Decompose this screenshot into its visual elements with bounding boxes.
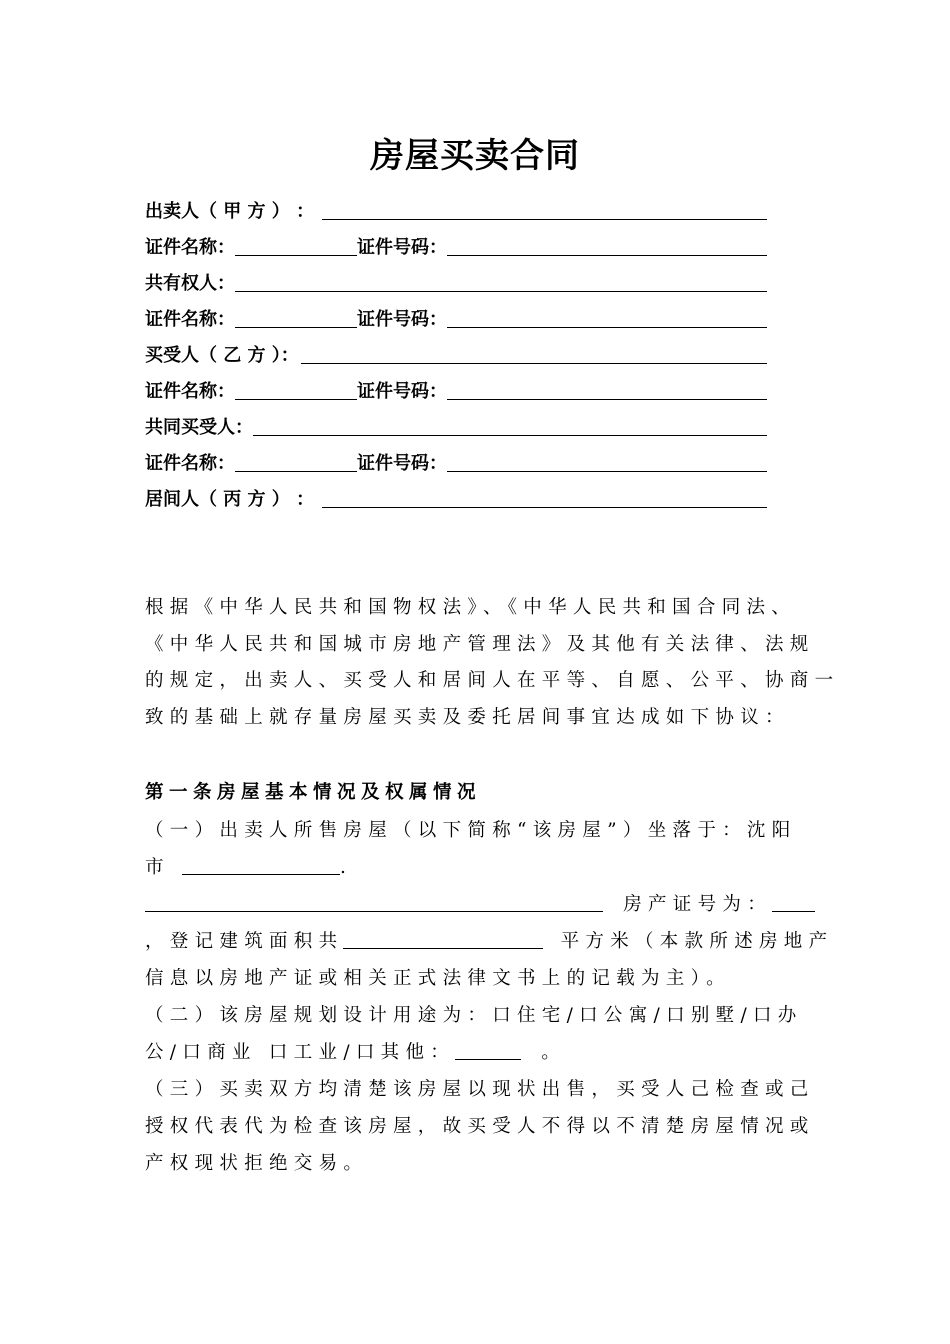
id-number-blank[interactable] bbox=[447, 450, 767, 472]
item-1-city-line bbox=[145, 853, 810, 879]
id-type-label: 证件名称： bbox=[145, 381, 235, 402]
buyer-label: 买受人（ 乙 方 ）： bbox=[145, 345, 299, 366]
seller-field bbox=[145, 197, 767, 223]
item-1-area-line bbox=[145, 927, 834, 953]
item-3-line: （三）买卖双方均清楚该房屋以现状出售，买受人己检查或己 bbox=[145, 1079, 815, 1100]
id-type-blank[interactable] bbox=[235, 234, 357, 256]
id-type-label: 证件名称： bbox=[145, 453, 235, 474]
seller-id-field bbox=[145, 233, 767, 259]
document-title: 房屋买卖合同 bbox=[370, 136, 580, 176]
seller-label: 出卖人（ 甲 方 ） ： bbox=[145, 201, 315, 222]
use-options: 公/口商业 口工业/口其他： bbox=[145, 1042, 456, 1063]
id-type-blank[interactable] bbox=[235, 450, 357, 472]
id-number-label: 证件号码： bbox=[357, 309, 447, 330]
co-owner-field bbox=[145, 269, 767, 295]
item-3-line: 产权现状拒绝交易。 bbox=[145, 1153, 369, 1174]
address-blank[interactable] bbox=[182, 858, 340, 875]
id-type-blank[interactable] bbox=[235, 378, 357, 400]
co-owner-blank[interactable] bbox=[235, 270, 767, 292]
id-type-label: 证件名称： bbox=[145, 237, 235, 258]
id-number-label: 证件号码： bbox=[357, 381, 447, 402]
area-prefix: ，登记建筑面积共 bbox=[145, 931, 344, 952]
item-1-line: 信息以房地产证或相关正式法律文书上的记载为主）。 bbox=[145, 968, 731, 989]
id-type-label: 证件名称： bbox=[145, 309, 235, 330]
co-owner-id-field bbox=[145, 305, 767, 331]
area-blank[interactable] bbox=[343, 932, 543, 949]
buyer-id-field bbox=[145, 377, 767, 403]
article-1-heading: 第一条房屋基本情况及权属情况 bbox=[145, 782, 482, 803]
buyer-field bbox=[145, 341, 767, 367]
item-1-line: （一）出卖人所售房屋（以下简称“该房屋”）坐落于：沈阳 bbox=[145, 820, 797, 841]
co-buyer-field bbox=[145, 413, 767, 439]
intro-line: 《中华人民共和国城市房地产管理法》及其他有关法律、法规 bbox=[145, 633, 815, 655]
item-2-line: （二）该房屋规划设计用途为：口住宅/口公寓/口别墅/口办 bbox=[145, 1005, 803, 1026]
seller-blank[interactable] bbox=[322, 198, 767, 220]
id-number-label: 证件号码： bbox=[357, 237, 447, 258]
intro-line: 的规定，出卖人、买受人和居间人在平等、自愿、公平、协商一 bbox=[145, 670, 840, 691]
cert-number-label: 房产证号为： bbox=[623, 894, 772, 915]
id-number-blank[interactable] bbox=[447, 306, 767, 328]
buyer-blank[interactable] bbox=[301, 342, 767, 364]
id-number-blank[interactable] bbox=[447, 378, 767, 400]
address-continued-blank[interactable] bbox=[145, 895, 603, 912]
broker-field bbox=[145, 485, 767, 511]
broker-blank[interactable] bbox=[322, 486, 767, 508]
period: . bbox=[340, 857, 353, 878]
co-buyer-label: 共同买受人： bbox=[145, 417, 253, 438]
intro-line: 致的基础上就存量房屋买卖及委托居间事宜达成如下协议： bbox=[145, 706, 790, 728]
item-1-cert-line bbox=[145, 890, 810, 916]
intro-paragraph bbox=[145, 590, 840, 736]
id-number-blank[interactable] bbox=[447, 234, 767, 256]
id-type-blank[interactable] bbox=[235, 306, 357, 328]
cert-number-blank[interactable] bbox=[772, 895, 815, 912]
period: 。 bbox=[541, 1042, 567, 1063]
other-use-blank[interactable] bbox=[455, 1043, 521, 1060]
co-buyer-blank[interactable] bbox=[253, 414, 767, 436]
intro-line: 根据《中华人民共和国物权法》、《中华人民共和国合同法、 bbox=[145, 597, 797, 618]
broker-label: 居间人（ 丙 方 ） ： bbox=[145, 489, 315, 510]
city-suffix: 市 bbox=[145, 857, 170, 878]
co-buyer-id-field bbox=[145, 449, 767, 475]
id-number-label: 证件号码： bbox=[357, 453, 447, 474]
co-owner-label: 共有权人： bbox=[145, 273, 235, 294]
area-suffix: 平方米（本款所述房地产 bbox=[560, 931, 834, 952]
item-3-line: 授权代表代为检查该房屋，故买受人不得以不清楚房屋情况或 bbox=[145, 1116, 815, 1137]
item-2-use-line bbox=[145, 1038, 810, 1064]
